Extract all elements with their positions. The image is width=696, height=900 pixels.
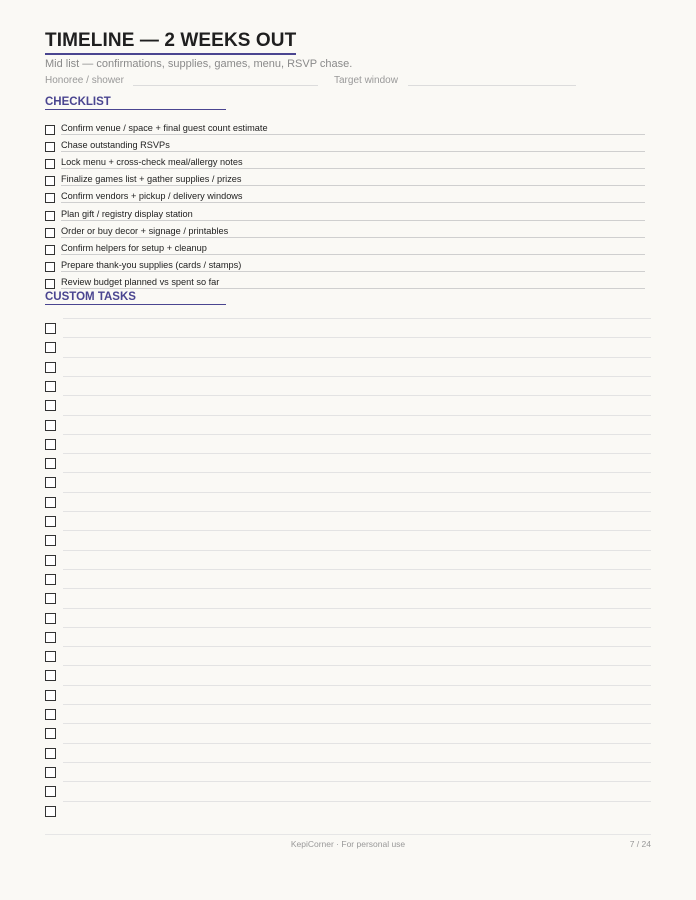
checkbox[interactable] xyxy=(45,142,55,152)
task-line[interactable] xyxy=(63,646,651,647)
checkbox[interactable] xyxy=(45,670,56,681)
footer-divider xyxy=(45,834,651,835)
honoree-field[interactable] xyxy=(133,85,318,86)
custom-task-row xyxy=(45,610,651,629)
checkbox[interactable] xyxy=(45,176,55,186)
checkbox[interactable] xyxy=(45,159,55,169)
task-line[interactable] xyxy=(63,511,651,512)
checkbox[interactable] xyxy=(45,228,55,238)
task-line[interactable] xyxy=(63,415,651,416)
checkbox[interactable] xyxy=(45,613,56,624)
checklist-item xyxy=(45,209,645,223)
checkbox[interactable] xyxy=(45,193,55,203)
checkbox[interactable] xyxy=(45,245,55,255)
checkbox[interactable] xyxy=(45,400,56,411)
checkbox[interactable] xyxy=(45,323,56,334)
checkbox[interactable] xyxy=(45,516,56,527)
custom-task-row xyxy=(45,648,651,667)
target-window-label: Target window xyxy=(334,75,398,86)
checklist-item-label: Lock menu + cross-check meal/allergy notes xyxy=(61,157,247,167)
task-line[interactable] xyxy=(63,395,651,396)
task-line[interactable] xyxy=(63,472,651,473)
checklist-item xyxy=(45,260,645,274)
checkbox[interactable] xyxy=(45,690,56,701)
task-line[interactable] xyxy=(63,627,651,628)
notes-line[interactable] xyxy=(61,271,645,272)
page-title: TIMELINE — 2 WEEKS OUT xyxy=(45,30,296,55)
task-line[interactable] xyxy=(63,781,651,782)
custom-task-row xyxy=(45,436,651,455)
checklist-item-label: Order or buy decor + signage / printables xyxy=(61,226,232,236)
checklist-item-label: Confirm venue / space + final guest count estimate xyxy=(61,123,272,133)
custom-task-row xyxy=(45,378,651,397)
custom-task-row xyxy=(45,571,651,590)
custom-task-row xyxy=(45,455,651,474)
checklist-item-label: Confirm helpers for setup + cleanup xyxy=(61,243,211,253)
checkbox[interactable] xyxy=(45,728,56,739)
custom-task-row xyxy=(45,687,651,706)
checklist-item xyxy=(45,191,645,205)
checklist-item xyxy=(45,140,645,154)
task-line[interactable] xyxy=(63,723,651,724)
task-line[interactable] xyxy=(63,357,651,358)
checkbox[interactable] xyxy=(45,279,55,289)
custom-task-row xyxy=(45,745,651,764)
custom-task-row xyxy=(45,417,651,436)
checkbox[interactable] xyxy=(45,439,56,450)
task-line[interactable] xyxy=(63,608,651,609)
notes-line[interactable] xyxy=(61,220,645,221)
custom-task-row xyxy=(45,532,651,551)
checkbox[interactable] xyxy=(45,342,56,353)
checkbox[interactable] xyxy=(45,786,56,797)
notes-line[interactable] xyxy=(61,202,645,203)
checkbox[interactable] xyxy=(45,497,56,508)
checklist-item-label: Chase outstanding RSVPs xyxy=(61,140,174,150)
checklist-item xyxy=(45,243,645,257)
task-line[interactable] xyxy=(63,318,651,319)
honoree-label: Honoree / shower xyxy=(45,75,124,86)
checklist-item-label: Prepare thank-you supplies (cards / stamps) xyxy=(61,260,245,270)
custom-task-row xyxy=(45,339,651,358)
checklist-section-title: CHECKLIST xyxy=(45,96,226,110)
custom-task-row xyxy=(45,667,651,686)
task-line[interactable] xyxy=(63,530,651,531)
checkbox[interactable] xyxy=(45,709,56,720)
meta-row xyxy=(45,75,585,89)
custom-task-row xyxy=(45,320,651,339)
checklist-item-label: Finalize games list + gather supplies / prizes xyxy=(61,174,246,184)
checkbox[interactable] xyxy=(45,125,55,135)
task-line[interactable] xyxy=(63,743,651,744)
task-line[interactable] xyxy=(63,550,651,551)
checklist-item xyxy=(45,277,645,291)
task-line[interactable] xyxy=(63,569,651,570)
task-line[interactable] xyxy=(63,801,651,802)
checkbox[interactable] xyxy=(45,458,56,469)
custom-task-row xyxy=(45,629,651,648)
checkbox[interactable] xyxy=(45,381,56,392)
custom-task-row xyxy=(45,552,651,571)
task-line[interactable] xyxy=(63,762,651,763)
notes-line[interactable] xyxy=(61,288,645,289)
checklist-item xyxy=(45,226,645,240)
custom-task-row xyxy=(45,725,651,744)
custom-task-row xyxy=(45,803,651,822)
task-line[interactable] xyxy=(63,685,651,686)
checkbox[interactable] xyxy=(45,632,56,643)
custom-task-row xyxy=(45,474,651,493)
checkbox[interactable] xyxy=(45,477,56,488)
notes-line[interactable] xyxy=(61,185,645,186)
task-line[interactable] xyxy=(63,337,651,338)
custom-task-row xyxy=(45,359,651,378)
checkbox[interactable] xyxy=(45,651,56,662)
checkbox[interactable] xyxy=(45,262,55,272)
checkbox[interactable] xyxy=(45,362,56,373)
notes-line[interactable] xyxy=(61,237,645,238)
custom-task-row xyxy=(45,783,651,802)
custom-task-row xyxy=(45,397,651,416)
custom-task-row xyxy=(45,513,651,532)
notes-line[interactable] xyxy=(61,151,645,152)
task-line[interactable] xyxy=(63,588,651,589)
custom-tasks-section-title: CUSTOM TASKS xyxy=(45,291,226,305)
checkbox[interactable] xyxy=(45,748,56,759)
checkbox[interactable] xyxy=(45,574,56,585)
task-line[interactable] xyxy=(63,376,651,377)
checkbox[interactable] xyxy=(45,535,56,546)
custom-task-row xyxy=(45,494,651,513)
notes-line[interactable] xyxy=(61,254,645,255)
target-window-field[interactable] xyxy=(408,85,576,86)
checklist-item xyxy=(45,157,645,171)
custom-task-row xyxy=(45,590,651,609)
checklist-item-label: Review budget planned vs spent so far xyxy=(61,277,223,287)
checkbox[interactable] xyxy=(45,555,56,566)
task-line[interactable] xyxy=(63,453,651,454)
page-subtitle: Mid list — confirmations, supplies, games, menu, RSVP chase. xyxy=(45,58,353,70)
checkbox[interactable] xyxy=(45,593,56,604)
footer-brand: KepiCorner · For personal use xyxy=(290,839,406,849)
checklist-item xyxy=(45,174,645,188)
task-line[interactable] xyxy=(63,665,651,666)
checkbox[interactable] xyxy=(45,806,56,817)
checkbox[interactable] xyxy=(45,211,55,221)
task-line[interactable] xyxy=(63,704,651,705)
custom-task-row xyxy=(45,764,651,783)
checklist-item-label: Confirm vendors + pickup / delivery windows xyxy=(61,191,247,201)
page-number: 7 / 24 xyxy=(629,839,651,849)
custom-task-row xyxy=(45,706,651,725)
task-line[interactable] xyxy=(63,434,651,435)
checklist-item xyxy=(45,123,645,137)
notes-line[interactable] xyxy=(61,134,645,135)
checkbox[interactable] xyxy=(45,767,56,778)
task-line[interactable] xyxy=(63,492,651,493)
notes-line[interactable] xyxy=(61,168,645,169)
checklist-item-label: Plan gift / registry display station xyxy=(61,209,197,219)
checkbox[interactable] xyxy=(45,420,56,431)
